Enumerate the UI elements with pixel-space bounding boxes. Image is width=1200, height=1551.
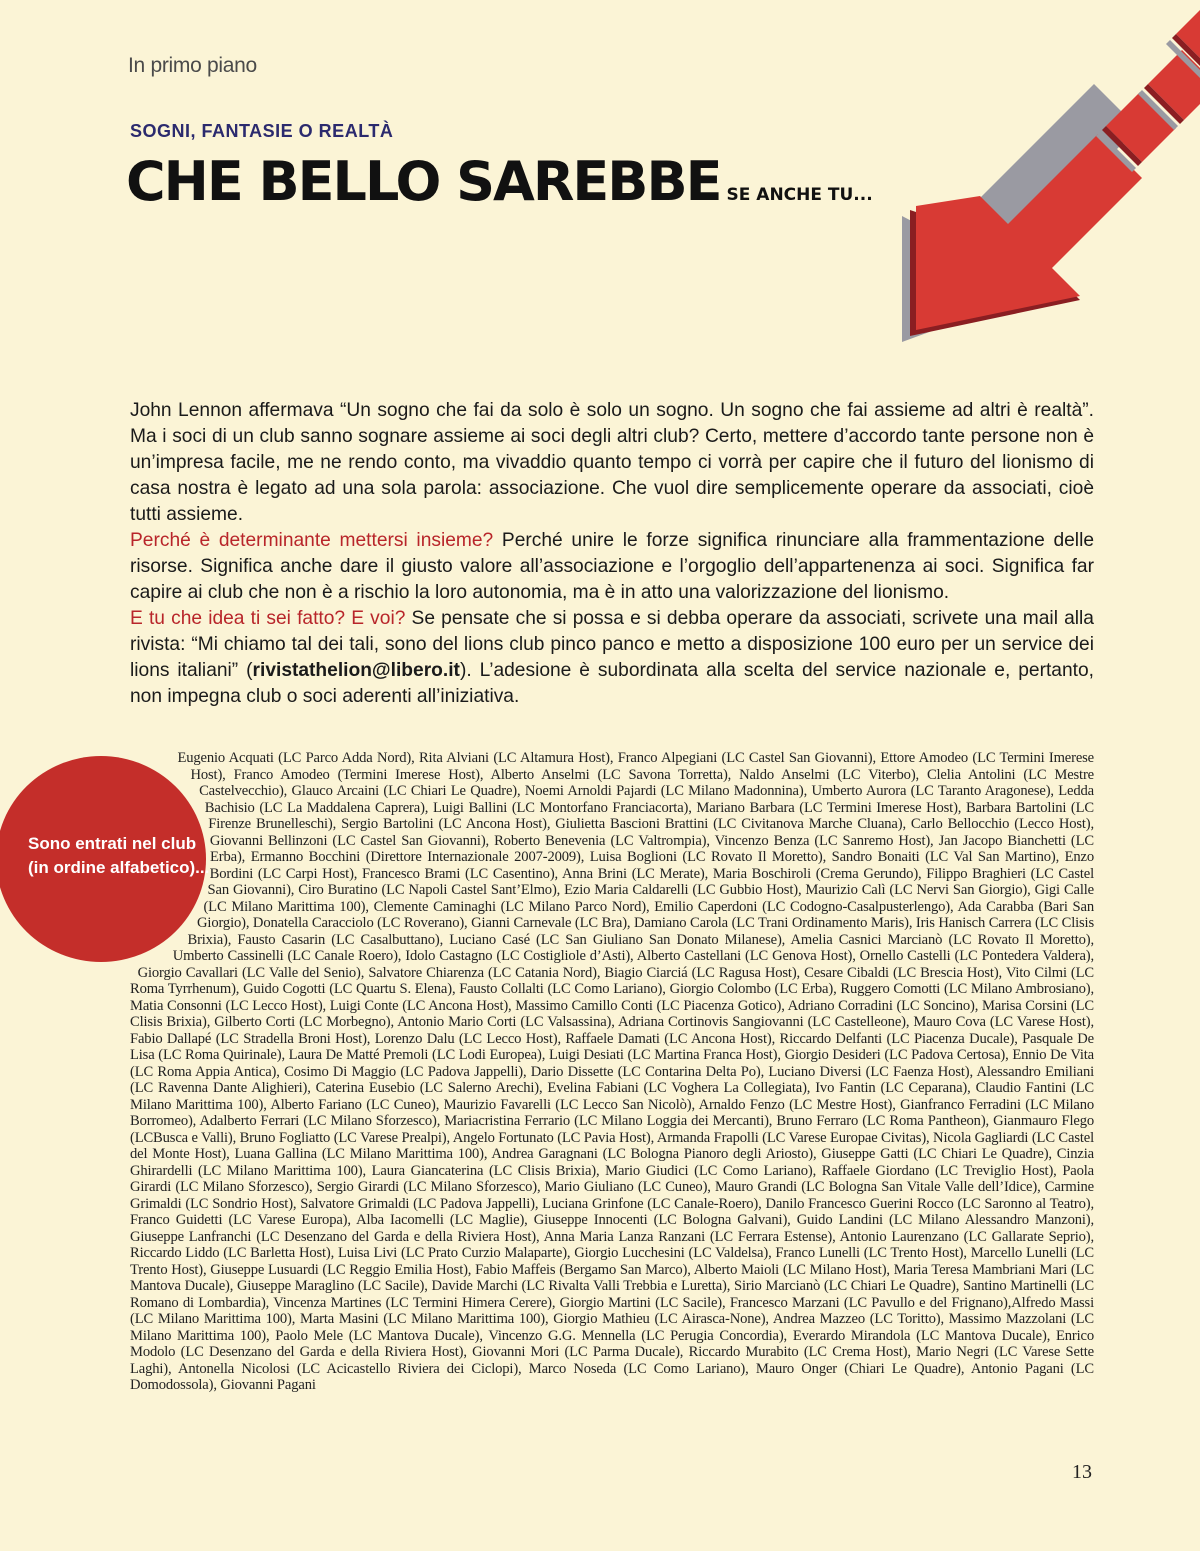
- circle-caption-line-2: (in ordine alfabetico)...: [28, 858, 210, 877]
- question-highlight-2: E tu che idea ti sei fatto? E voi?: [130, 608, 406, 629]
- intro-paragraph-3-text-b: ). L’adesione è subordinata alla scelta del service nazionale e, pertanto, non impegna club o soci aderenti all’iniziativa.: [130, 660, 1094, 707]
- intro-text: [130, 398, 1094, 710]
- intro-paragraph-1: John Lennon affermava “Un sogno che fai da solo è solo un sogno. Un sogno che fai assieme ad altri è realtà”. Ma i soci di un club sanno sognare assieme ai soci degli altri club? Certo, mettere d’accordo tante persone non è un’impresa facile, me ne rendo conto, ma vivaddio quanto tempo ci vorrà per capire che il futuro del lionismo di casa nostra è legato ad una sola parola: associazione. Che vuol dire semplicemente operare da associati, cioè tutti assieme.: [130, 400, 1094, 525]
- arrow-graphic: [880, 0, 1200, 350]
- intro-paragraph-2-text: Perché unire le forze significa rinunciare alla frammentazione delle risorse. Significa anche dare il giusto valore all’associazione e l’orgoglio dell’appartenenza ai soci. Significa far capire ai club che non è a rischio la loro autonomia, ma è in atto una valorizzazione del lionismo.: [130, 530, 1094, 603]
- headline-main: CHE BELLO SAREBBE: [126, 150, 721, 213]
- members-list-text: Eugenio Acquati (LC Parco Adda Nord), Rita Alviani (LC Altamura Host), Franco Alpegiani (LC Castel San Giovanni), Ettore Amodeo (LC Termini Imerese Host), Franco Amodeo (Termini Imerese Host), Alberto Anselmi (LC Savona Torretta), Naldo Anselmi (LC Viterbo), Clelia Antolini (LC Mestre Castelvecchio), Glauco Arcaini (LC Chiari Le Quadre), Noemi Arnoldi Pajardi (LC Milano Madonnina), Umberto Aurora (LC Taranto Aragonese), Ledda Bachisio (LC La Maddalena Caprera), Luigi Ballini (LC Montorfano Franciacorta), Mariano Barbara (LC Termini Imerese Host), Barbara Bartolini (LC Firenze Brunelleschi), Sergio Bartolini (LC Ancona Host), Giulietta Bascioni Brattini (LC Civitanova Marche Cluana), Carlo Bellocchio (Lecco Host), Giovanni Bellinzoni (LC Castel San Giovanni), Roberto Benevenia (LC Valtrompia), Vincenzo Benza (LC Sanremo Host), Jan Jacopo Bianchetti (LC Erba), Ermanno Bocchini (Direttore Internazionale 2007-2009), Luisa Boglioni (LC Rovato Il Moretto), Sandro Bonaiti (LC Val San Martino), Enzo Bordini (LC Carpi Host), Francesco Brami (LC Casentino), Anna Brini (LC Merate), Maria Boschiroli (Crema Gerundo), Filippo Braghieri (LC Castel San Giovanni), Ciro Buratino (LC Napoli Castel Sant’Elmo), Ezio Maria Caldarelli (LC Gubbio Host), Maurizio Calì (LC Nervi San Giorgio), Gigi Calle (LC Milano Marittima 100), Clemente Caminaghi (LC Milano Parco Nord), Emilio Caperdoni (LC Codogno-Casalpusterlengo), Ada Carabba (Bari San Giorgio), Donatella Caracciolo (LC Roverano), Gianni Carnevale (LC Bra), Damiano Carola (LC Trani Ordinamento Maris), Iris Hanisch Carrera (LC Clisis Brixia), Fausto Casarin (LC Casalbuttano), Luciano Casé (LC San Giuliano San Donato Milanese), Amelia Casnici Marcianò (LC Rovato Il Moretto), Umberto Cassinelli (LC Canale Roero), Idolo Castagno (LC Costigliole d’Asti), Alberto Castellani (LC Genova Host), Ornello Castelli (LC Pontedera Valdera), Giorgio Cavallari (LC Valle del Senio), Salvatore Chiarenza (LC Catania Nord), Biagio Ciarciá (LC Ragusa Host), Cesare Cibaldi (LC Brescia Host), Vito Cilmi (LC Roma Tyrrhenum), Guido Cogotti (LC Quartu S. Elena), Fausto Collalti (LC Como Lariano), Giorgio Colombo (LC Erba), Ruggero Comotti (LC Milano Ambrosiano), Matia Consonni (LC Lecco Host), Luigi Conte (LC Ancona Host), Massimo Camillo Conti (LC Piacenza Gotico), Adriano Corradini (LC Soncino), Marisa Corsini (LC Clisis Brixia), Gilberto Corti (LC Morbegno), Antonio Mario Corti (LC Valsassina), Adriana Cortinovis Sangiovanni (LC Castelleone), Mauro Cova (LC Varese Host), Fabio Dallapé (LC Stradella Broni Host), Lorenzo Dalu (LC Lecco Host), Raffaele Damati (LC Ancona Host), Riccardo Delfanti (LC Piacenza Ducale), Pasquale De Lisa (LC Roma Quirinale), Laura De Matté Premoli (LC Lodi Europea), Luigi Desiati (LC Martina Franca Host), Giorgio Desideri (LC Padova Certosa), Ennio De Vita (LC Roma Appia Antica), Cosimo Di Maggio (LC Padova Jappelli), Dario Dissette (LC Contarina Delta Po), Luciano Diversi (LC Faenza Host), Alessandro Emiliani (LC Ravenna Dante Alighieri), Caterina Eusebio (LC Salerno Arechi), Evelina Fabiani (LC Voghera La Collegiata), Ivo Fantin (LC Ceparana), Claudio Fantini (LC Milano Marittima 100), Alberto Fariano (LC Cuneo), Maurizio Favarelli (LC Lecco San Nicolò), Arnaldo Fenzo (LC Mestre Host), Gianfranco Ferradini (LC Milano Borromeo), Adalberto Ferrari (LC Milano Sforzesco), Mariacristina Ferrario (LC Milano Loggia dei Mercanti), Bruno Ferraro (LC Roma Pantheon), Gianmauro Flego (LCBusca e Valli), Bruno Fogliatto (LC Varese Prealpi), Angelo Fortunato (LC Pavia Host), Armanda Frapolli (LC Varese Europae Civitas), Nicola Gagliardi (LC Castel del Monte Host), Luana Gallina (LC Milano Marittima 100), Andrea Garagnani (LC Bologna Pianoro degli Ariosto), Giuseppe Gatti (LC Chiari Le Quadre), Cinzia Ghirardelli (LC Milano Marittima 100), Laura Giancaterina (LC Clisis Brixia), Mario Giudici (LC Como Lariano), Raffaele Giordano (LC Treviglio Host), Paola Girardi (LC Milano Sforzesco), Sergio Girardi (LC Milano Sforzesco), Mario Giuliano (LC Cuneo), Mauro Grandi (LC Bologna San Vitale Valle dell’Idice), Carmine Grimaldi (LC Sondrio Host), Salvatore Grimaldi (LC Padova Jappelli), Luciana Grinfone (LC Canale-Roero), Danilo Francesco Guerini Rocco (LC Saronno al Teatro), Franco Guidetti (LC Varese Europa), Alba Iacomelli (LC Maglie), Giuseppe Innocenti (LC Bologna Galvani), Guido Landini (LC Milano Alessandro Manzoni), Giuseppe Lanfranchi (LC Desenzano del Garda e della Riviera Host), Anna Maria Lanza Ranzani (LC Ferrara Estense), Antonio Laurenzano (LC Gallarate Seprio), Riccardo Liddo (LC Barletta Host), Luisa Livi (LC Prato Curzio Malaparte), Giorgio Lucchesini (LC Valdelsa), Franco Lunelli (LC Trento Host), Marcello Lunelli (LC Trento Host), Giuseppe Lusuardi (LC Reggio Emilia Host), Fabio Maffeis (Bergamo San Marco), Alberto Maioli (LC Milano Host), Maria Teresa Mambriani Mari (LC Mantova Ducale), Giuseppe Maraglino (LC Sacile), Davide Marchi (LC Rivalta Valli Trebbia e Luretta), Sirio Marcianò (LC Chiari Le Quadre), Santino Martinelli (LC Romano di Lombardia), Vincenza Martines (LC Termini Himera Cerere), Giorgio Martini (LC Sacile), Francesco Marzani (LC Pavullo e del Frignano),Alfredo Massi (LC Milano Marittima 100), Marta Masini (LC Milano Marittima 100), Giorgio Mathieu (LC Airasca-None), Andrea Mazzeo (LC Toritto), Massimo Mazzolani (LC Milano Marittima 100), Paolo Mele (LC Mantova Ducale), Vincenzo G.G. Mennella (LC Perugia Concordia), Everardo Mirandola (LC Mantova Ducale), Enrico Modolo (LC Desenzano del Garda e della Riviera Host), Giovanni Mori (LC Parma Ducale), Riccardo Murabito (LC Crema Host), Mario Negri (LC Varese Sette Laghi), Antonella Nicolosi (LC Acicastello Riviera dei Ciclopi), Marco Noseda (LC Como Lariano), Mauro Onger (Chiari Le Quadre), Antonio Pagani (LC Domodossola), Giovanni Pagani: [130, 750, 1094, 1393]
- intro-paragraph-3-text-a: Se pensate che si possa e si debba operare da associati, scrivete una mail alla rivista: “Mi chiamo tal dei tali, sono del lions club pinco panco e metto a disposizione 100 euro per un service dei lions italiani” (: [130, 608, 1094, 681]
- headline-suffix: SE ANCHE TU...: [726, 185, 873, 205]
- page-number: 13: [1072, 1461, 1092, 1483]
- question-highlight-1: Perché è determinante mettersi insieme?: [130, 530, 494, 551]
- intro-paragraph-2: [130, 528, 1094, 606]
- arrow-blocks: [1096, 4, 1200, 172]
- members-list: [130, 750, 1094, 1394]
- kicker: SOGNI, FANTASIE O REALTÀ: [130, 121, 394, 141]
- section-label: In primo piano: [128, 54, 257, 77]
- circle-caption-line-1: Sono entrati nel club: [28, 834, 197, 853]
- headline: [126, 150, 873, 213]
- email-address: rivistathelion@libero.it: [252, 660, 460, 681]
- intro-paragraph-3: [130, 606, 1094, 710]
